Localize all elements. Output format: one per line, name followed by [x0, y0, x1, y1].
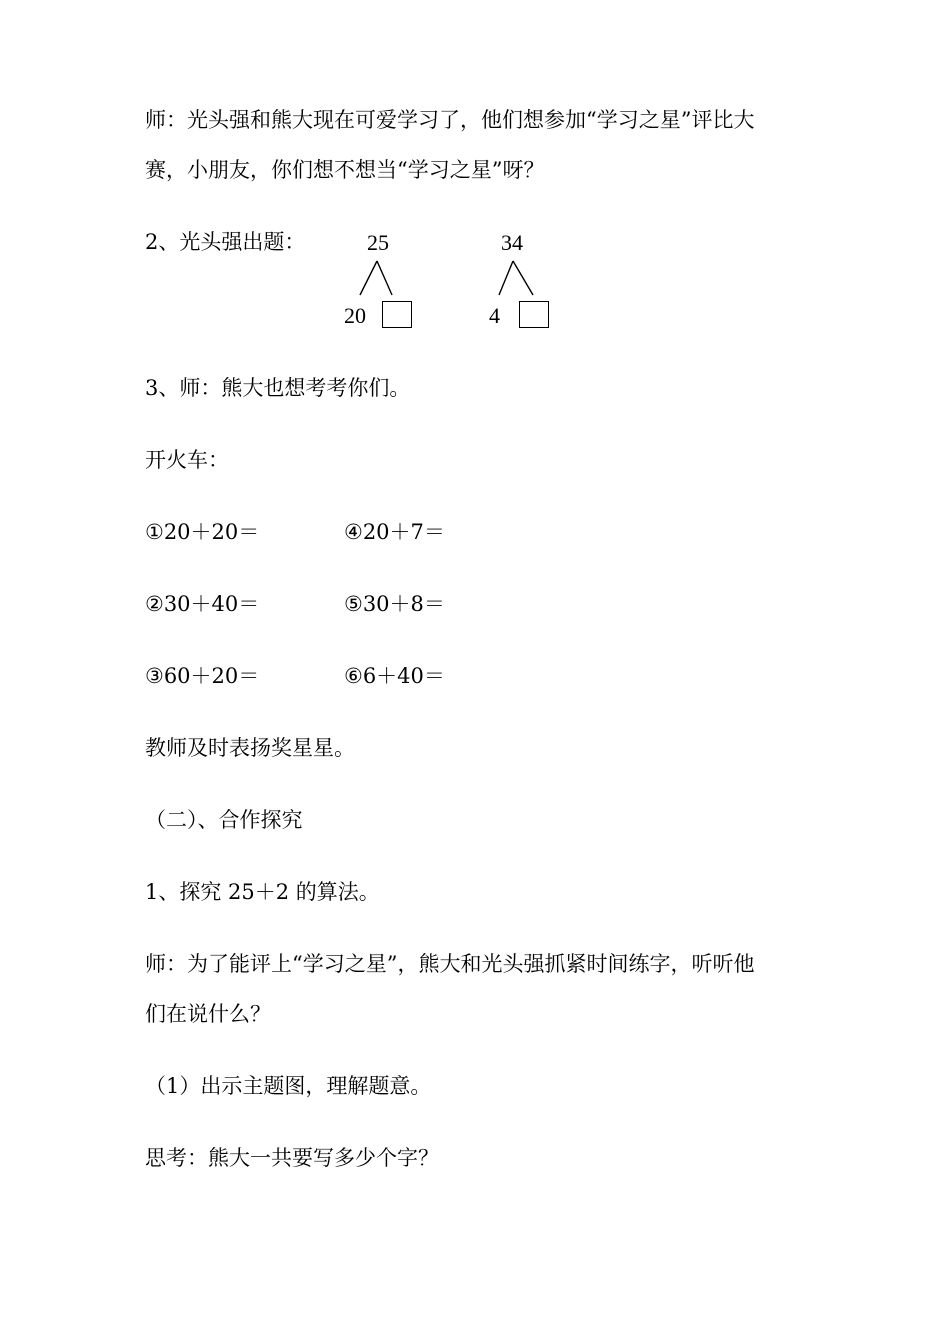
question-3-label: 3、师：熊大也想考考你们。 [145, 376, 411, 400]
decomposition-total: 25 [367, 230, 389, 255]
train-problem: ④20＋7＝ [344, 520, 445, 544]
decomposition-part: 4 [489, 303, 500, 328]
teacher-intro-line-2: 赛，小朋友，你们想不想当“学习之星”呀？ [145, 158, 545, 182]
decomposition-part: 20 [344, 303, 366, 328]
teacher-intro-line-1: 师：光头强和熊大现在可爱学习了，他们想参加“学习之星”评比大 [145, 108, 755, 132]
train-problem: ⑤30＋8＝ [344, 592, 445, 616]
train-problem: ③60＋20＝ [145, 664, 260, 688]
answer-box[interactable] [519, 301, 549, 328]
train-problem: ②30＋40＝ [145, 592, 260, 616]
question-2-label: 2、光头强出题： [145, 230, 306, 254]
praise-note: 教师及时表扬奖星星。 [145, 736, 355, 760]
decomposition-total: 34 [501, 230, 523, 255]
section-heading: （二）、合作探究 [145, 808, 303, 832]
split-lines [496, 259, 546, 299]
answer-box[interactable] [382, 301, 412, 328]
train-problem: ⑥6＋40＝ [344, 664, 445, 688]
teacher-prompt-line-1: 师：为了能评上“学习之星”，熊大和光头强抓紧时间练字，听听他 [145, 952, 755, 976]
think-question: 思考：熊大一共要写多少个字？ [145, 1146, 439, 1170]
train-problem: ①20＋20＝ [145, 520, 260, 544]
split-lines [355, 259, 405, 299]
teacher-prompt-line-2: 们在说什么？ [145, 1002, 271, 1026]
show-picture-step: （1）出示主题图，理解题意。 [145, 1074, 432, 1098]
train-game-label: 开火车： [145, 448, 229, 472]
explore-step-1: 1、探究 25＋2 的算法。 [145, 880, 380, 904]
